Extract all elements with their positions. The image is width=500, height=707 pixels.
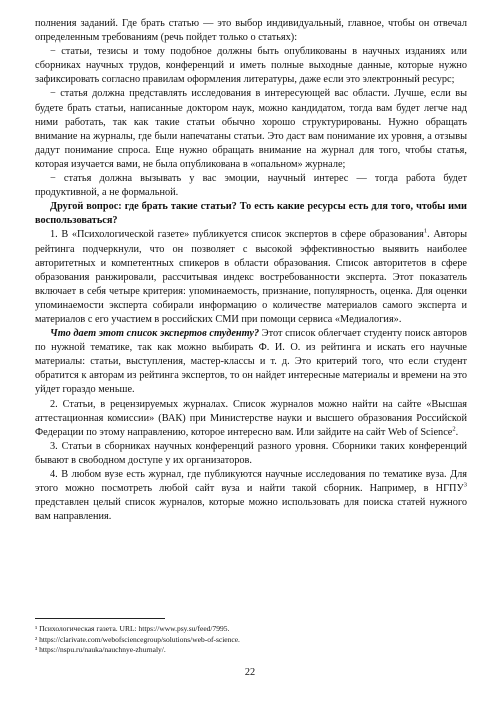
footnote-divider xyxy=(35,618,165,619)
paragraph-continuation: полнения заданий. Где брать статью — это выбор индивидуальный, главное, чтобы он отвечал определенным требованиям (речь пойдет только о статьях): xyxy=(35,18,467,44)
resource-item-4: 4. В любом вузе есть журнал, где публикуются научные исследования по тематике вуза. Для этого можно посмотреть любой сайт вуза и найти такой сборник. Например, в НГПУ$^3$ представлен целый список журналов, которые можно использовать для поиска статей нужного вам направления. xyxy=(35,469,467,523)
footnote-ref-2: 2 xyxy=(452,425,456,433)
requirement-item: − статья должна представлять исследования в интересующей вас области. Лучше, если вы будете брать статьи, написанные доктором наук, можно кандидатом, тогда вам будет легче над ними работать, так как такие статьи обычно хорошо структурированы. Нужно обращать внимание на журналы, где были напечатаны статьи. Это даст вам понимание их уровня, а отзывы дадут понимание спроса. Еще нужно обращать внимание на журнал для того, чтобы статья, которая изучается вами, не была опубликована в «опальном» журнале; xyxy=(35,88,467,170)
requirement-item: − статья должна вызывать у вас эмоции, научный интерес — тогда работа будет продуктивной, а не формальной. xyxy=(35,173,467,199)
page-number: 22 xyxy=(244,667,256,678)
expert-list-question: Что дает этот список экспертов студенту? Этот список облегчает студенту поиск авторов по нужной тематике, так как можно выбирать Ф. И. О. из рейтинга и искать его научные материалы: статьи, выступления, мастер-классы и т. д. Это критерий того, что если студент обратится к авторам из рейтинга экспертов, то он найдет интересные материалы и времени на это уйдет гораздо меньше. xyxy=(35,328,467,396)
resource-item-2: 2. Статьи, в рецензируемых журналах. Список журналов можно найти на сайте «Высшая аттестационная комиссии» (ВАК) при Министерстве науки и высшего образования Российской Федерации по этому направлению, которое интересно вам. Или зайдите на сайт Web of Science$^2$. xyxy=(35,398,467,438)
footnote-2: ² https://clarivate.com/webofsciencegroup/solutions/web-of-science. xyxy=(35,634,240,644)
footnotes xyxy=(35,624,467,656)
footnote-1: ¹ Психологическая газета. URL: https://www.psy.su/feed/7995. xyxy=(35,624,230,633)
requirement-item: − статьи, тезисы и тому подобное должны быть опубликованы в научных изданиях или сборниках научных трудов, конференций и иметь полные выходные данные, которые нужно зафиксировать согласно правилам оформления литературы, даже если это электронный ресурс; xyxy=(35,46,467,86)
footnote-3: ³ https://nspu.ru/nauka/nauchnye-zhurnaly/. xyxy=(35,645,166,654)
footnote-ref-3: 3 xyxy=(463,481,467,489)
footnote-ref-1: 1 xyxy=(423,227,428,235)
question-lead: Что дает этот список экспертов студенту? xyxy=(50,328,260,340)
resource-item-1: 1. В «Психологической газете» публикуется список экспертов в сфере образования$^1$. Авторы рейтинга подчеркнули, что он позволяет с высокой эффективностью выявить наиболее авторитетных и компетентных спикеров в области образования. Список авторитетов в сфере образования ранжировали, рассчитывая индекс востребованности эксперта. Этот показатель включает в себя четыре критерия: упоминаемость, признание, популярность, оценка. Для оценки упоминаемости эксперта собирали информацию о количестве материалов самого эксперта и материалов с его участием в российских СМИ при помощи сервиса «Медиалогия». xyxy=(35,227,467,325)
resource-item-3: 3. Статьи в сборниках научных конференций разного уровня. Сборники таких конференций бывают в свободном доступе у их организаторов. xyxy=(35,440,467,466)
body-text xyxy=(35,17,467,524)
section-question: Другой вопрос: где брать такие статьи? То есть какие ресурсы есть для того, чтобы ими воспользоваться? xyxy=(35,201,467,227)
